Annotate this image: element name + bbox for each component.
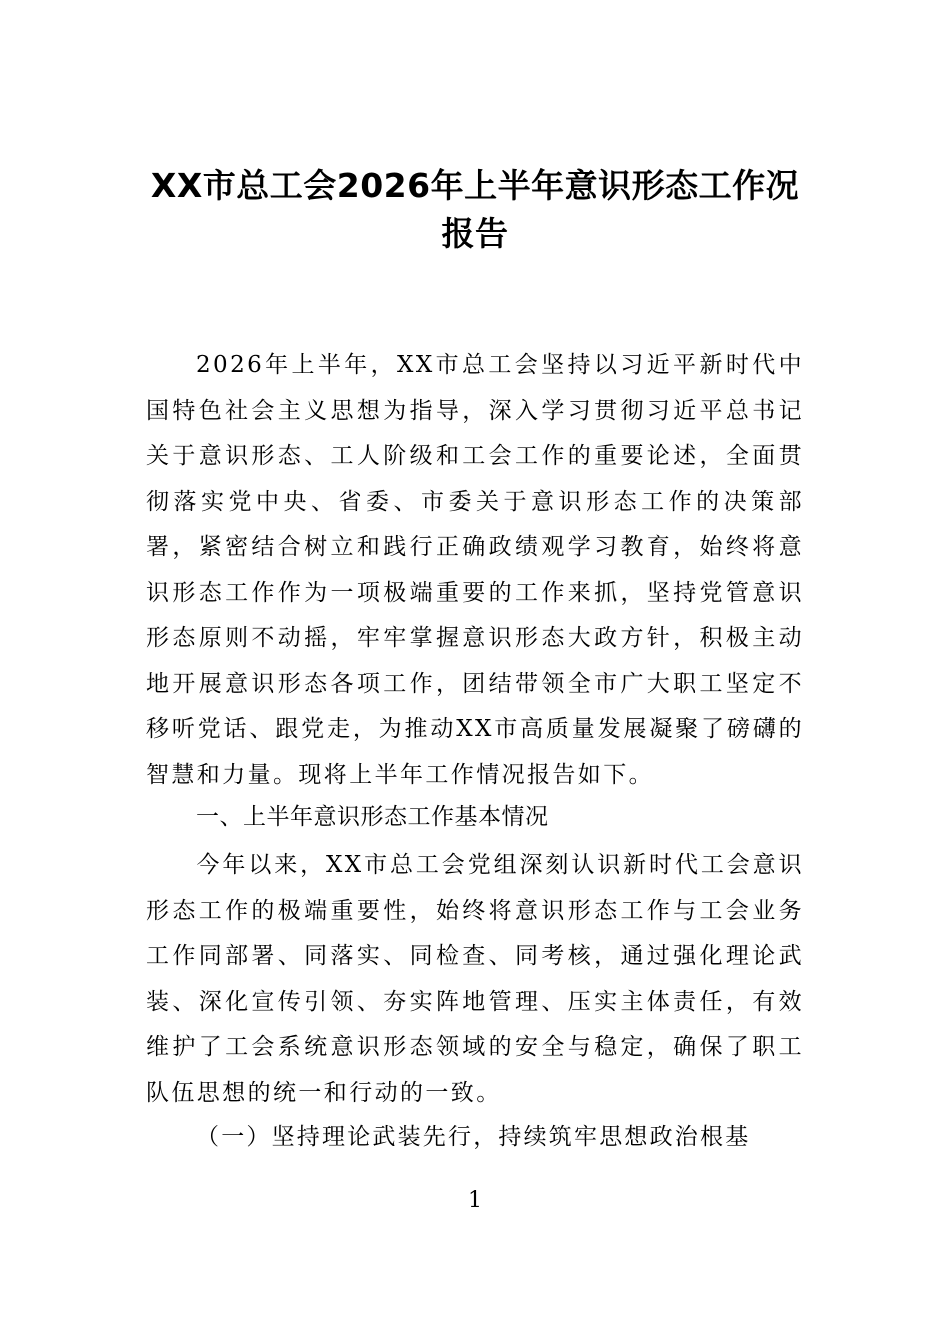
- intro-paragraph-text: 2026年上半年，XX市总工会坚持以习近平新时代中国特色社会主义思想为指导，深入学习贯彻习近平总书记关于意识形态、工人阶级和工会工作的重要论述，全面贯彻落实党中央、省委、市委关于意识形态工作的决策部署，紧密结合树立和践行正确政绩观学习教育，始终将意识形态工作作为一项极端重要的工作来抓，坚持党管意识形态原则不动摇，牢牢掌握意识形态大政方针，积极主动地开展意识形态各项工作，团结带领全市广大职工坚定不移听党话、跟党走，为推动XX市高质量发展凝聚了磅礴的智慧和力量。现将上半年工作情况报告如下。: [146, 352, 804, 788]
- document-title-line-2: 报告: [441, 214, 509, 253]
- section-1-paragraph-text: 今年以来，XX市总工会党组深刻认识新时代工会意识形态工作的极端重要性，始终将意识形态工作与工会业务工作同部署、同落实、同检查、同考核，通过强化理论武装、深化宣传引领、夯实阵地管理、压实主体责任，有效维护了工会系统意识形态领域的安全与稳定，确保了职工队伍思想的统一和行动的一致。: [146, 852, 804, 1106]
- section-1-paragraph: [146, 843, 804, 1116]
- page-number: 1: [468, 1188, 482, 1213]
- document-title: [145, 162, 805, 258]
- subsection-heading-1: （一）坚持理论武装先行，持续筑牢思想政治根基: [196, 1124, 751, 1150]
- document-title-line-1: XX市总工会2026年上半年意识形态工作况: [150, 166, 800, 205]
- intro-paragraph: [146, 343, 804, 798]
- section-heading-1: 一、上半年意识形态工作基本情况: [196, 804, 549, 830]
